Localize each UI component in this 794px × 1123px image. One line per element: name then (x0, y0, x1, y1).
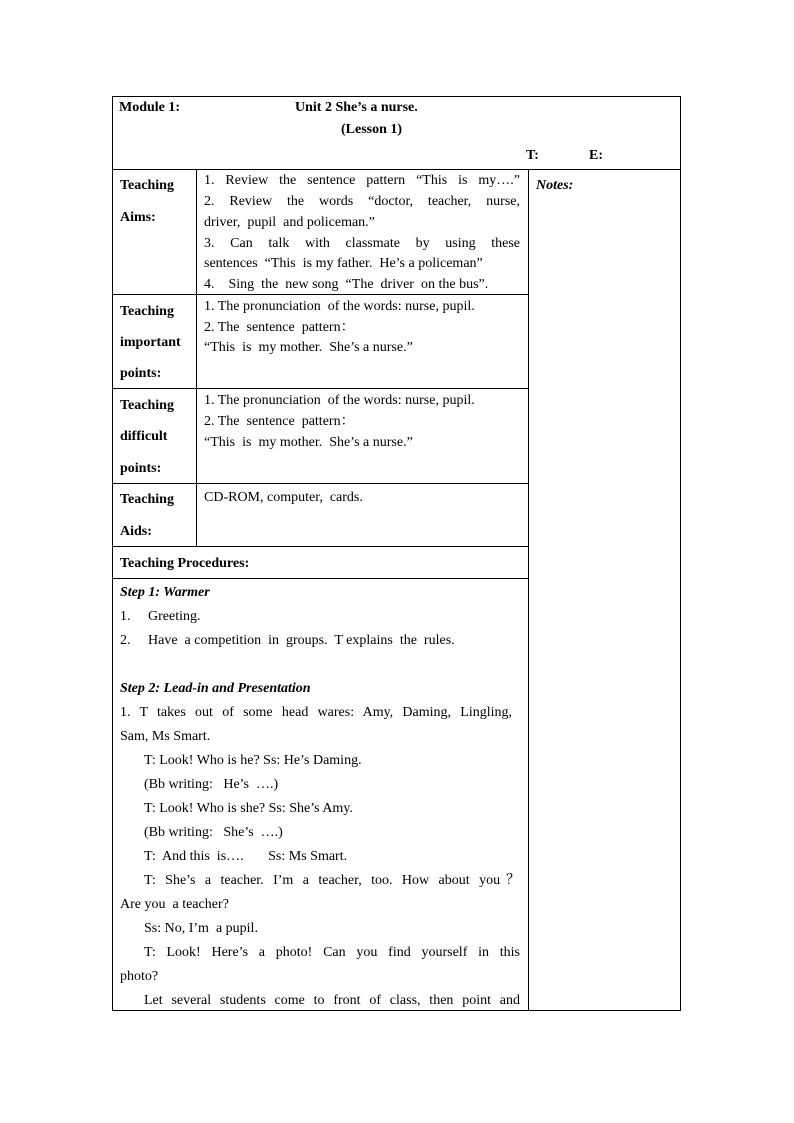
step2-line-10: Ss: No, I’m a pupil. (144, 921, 258, 936)
aids-label-line2: Aids: (120, 524, 152, 539)
step2-line-11: T: Look! Here’s a photo! Can you find yourself in this (144, 945, 520, 960)
e-label: E: (589, 148, 603, 163)
important-label-line2: important (120, 335, 181, 350)
step2-line-7: T: And this is…. Ss: Ms Smart. (144, 849, 348, 864)
aids-value: CD-ROM, computer, cards. (204, 490, 363, 505)
aims-label-line1: Teaching (120, 178, 174, 193)
important-line-3: “This is my mother. She’s a nurse.” (204, 340, 413, 355)
step2-line-4: (Bb writing: He’s ….) (144, 777, 279, 792)
step1-item-1: 1. Greeting. (120, 609, 201, 624)
difficult-bottom-border (112, 483, 529, 484)
difficult-label-line2: difficult (120, 429, 168, 444)
step2-line-12: photo? (120, 969, 159, 984)
aims-bottom-border (112, 294, 529, 295)
table-border-top (112, 96, 681, 97)
aims-item-4: 4. Sing the new song “The driver on the bus”. (204, 277, 489, 292)
aims-item-3-cont: sentences “This is my father. He’s a policeman” (204, 256, 483, 271)
label-column-divider (196, 169, 197, 547)
aims-item-2: 2. Review the words “doctor, teacher, nurse, (204, 194, 520, 209)
step2-line-8: T: She’s a teacher. I’m a teacher, too. How about you？ (144, 873, 520, 888)
table-border-left (112, 96, 113, 1011)
step2-line-2: Sam, Ms Smart. (120, 729, 211, 744)
procedures-heading: Teaching Procedures: (120, 556, 250, 571)
step2-line-6: (Bb writing: She’s ….) (144, 825, 283, 840)
table-border-right (680, 96, 681, 1011)
difficult-line-1: 1. The pronunciation of the words: nurse, pupil. (204, 393, 475, 408)
difficult-line-2: 2. The sentence pattern： (204, 414, 355, 429)
aids-bottom-border (112, 546, 529, 547)
step1-title: Step 1: Warmer (120, 585, 210, 600)
difficult-label-line1: Teaching (120, 398, 174, 413)
module-label: Module 1: (119, 100, 181, 115)
aids-label-line1: Teaching (120, 492, 174, 507)
aims-label-line2: Aims: (120, 210, 156, 225)
notes-label: Notes: (536, 178, 574, 193)
aims-item-1: 1. Review the sentence pattern “This is my….” (204, 173, 520, 188)
step2-title: Step 2: Lead-in and Presentation (120, 681, 311, 696)
step2-line-1: 1. T takes out of some head wares: Amy, Daming, Lingling, (120, 705, 512, 720)
important-line-2: 2. The sentence pattern： (204, 320, 355, 335)
important-label-line1: Teaching (120, 304, 174, 319)
lesson-label: (Lesson 1) (341, 122, 403, 137)
step2-line-3: T: Look! Who is he? Ss: He’s Daming. (144, 753, 362, 768)
header-bottom-border (112, 169, 681, 170)
table-border-bottom (112, 1010, 681, 1011)
important-bottom-border (112, 388, 529, 389)
teacher-label: T: (526, 148, 539, 163)
important-line-1: 1. The pronunciation of the words: nurse, pupil. (204, 299, 475, 314)
difficult-line-3: “This is my mother. She’s a nurse.” (204, 435, 413, 450)
aims-item-2-cont: driver, pupil and policeman.” (204, 215, 375, 230)
unit-title: Unit 2 She’s a nurse. (295, 100, 418, 115)
step2-line-9: Are you a teacher? (120, 897, 229, 912)
step2-line-5: T: Look! Who is she? Ss: She’s Amy. (144, 801, 353, 816)
step2-line-13: Let several students come to front of class, then point and (144, 993, 520, 1008)
step1-item-2: 2. Have a competition in groups. T explains the rules. (120, 633, 455, 648)
notes-column-divider (528, 169, 529, 1011)
difficult-label-line3: points: (120, 461, 162, 476)
aims-item-3: 3. Can talk with classmate by using these (204, 236, 520, 251)
procedures-heading-bottom-border (112, 578, 529, 579)
important-label-line3: points: (120, 366, 162, 381)
